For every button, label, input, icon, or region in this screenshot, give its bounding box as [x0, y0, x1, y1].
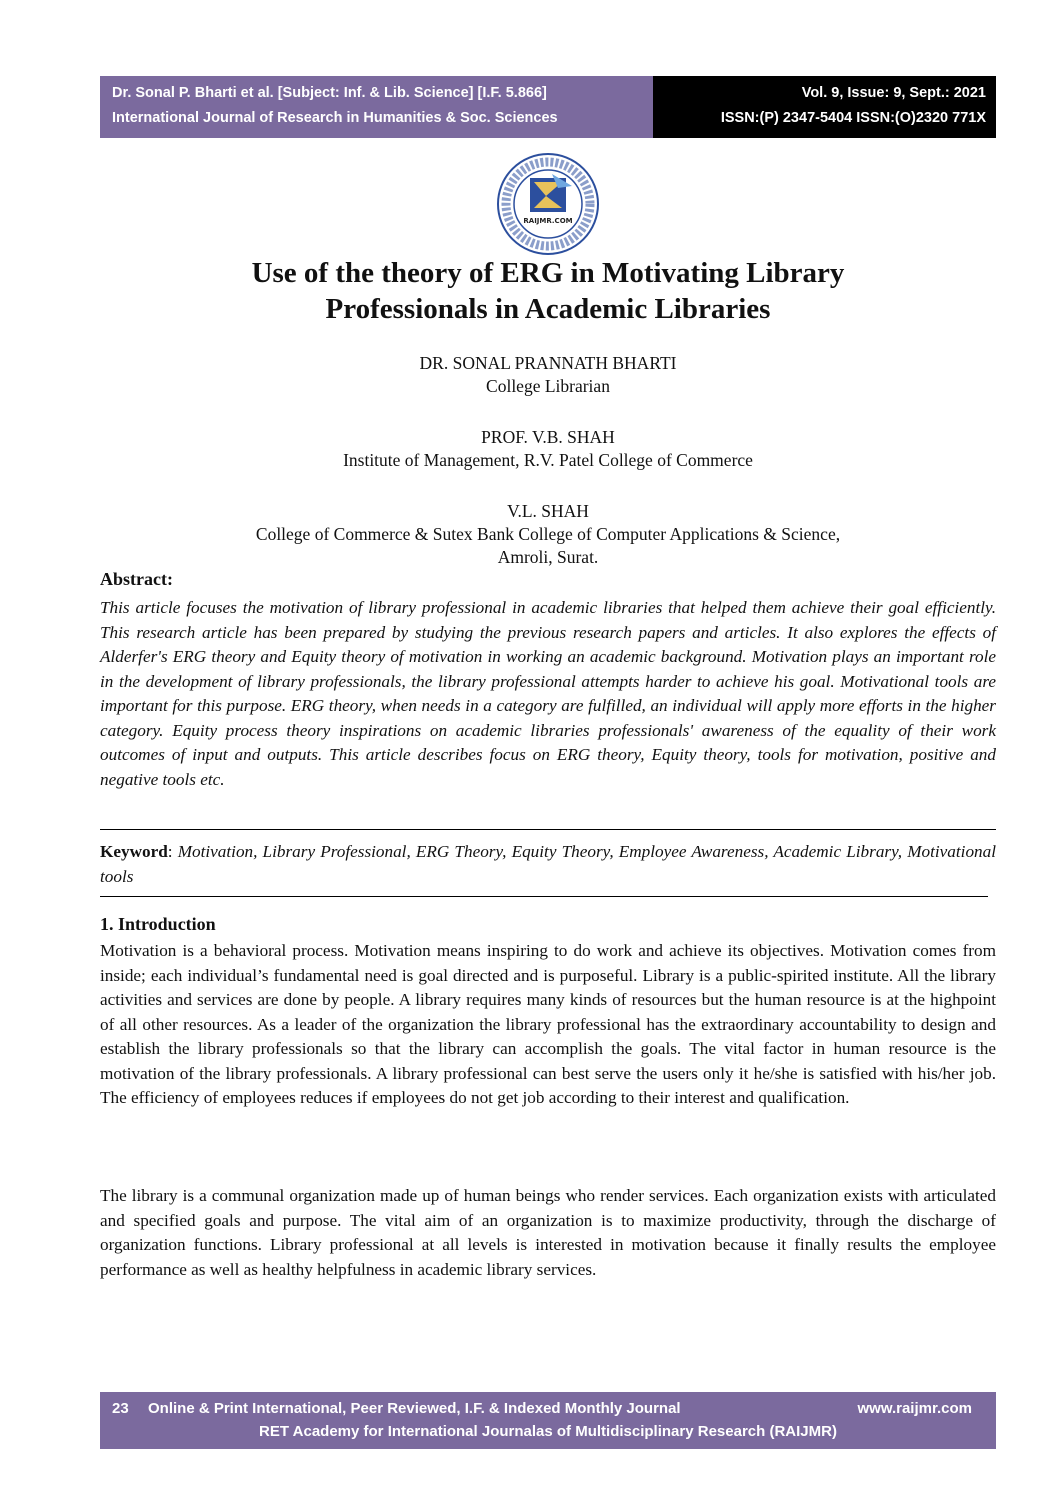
journal-header-left	[100, 76, 653, 138]
keywords-label: Keyword	[100, 842, 168, 861]
journal-header-right	[653, 76, 996, 138]
footer-publisher: RET Academy for International Journalas of Multidisciplinary Research (RAIJMR)	[259, 1423, 837, 1440]
paper-title	[100, 255, 996, 327]
author-name: V.L. SHAH	[507, 501, 589, 521]
abstract-text: This article focuses the motivation of library professional in academic libraries that helped them achieve their goal efficiently. This research article has been prepared by studying the previous research papers and articles. It also explores the effects of Alderfer's ERG theory and Equity theory of motivation in working an academic background. Motivation plays an important role in the development of library professionals, the library professional attempts harder to achieve his goal. Motivational tools are important for this purpose. ERG theory, when needs in a category are fulfilled, an individual will apply more efforts in the higher category. Equity process theory inspirations on academic libraries professionals' awareness of the equality of their work outcomes of input and outputs. This article describes focus on ERG theory, Equity theory, tools for motivation, positive and negative tools etc.	[100, 598, 996, 789]
header-issn: ISSN:(P) 2347-5404 ISSN:(O)2320 771X	[720, 110, 986, 126]
author-affiliation: College Librarian	[486, 376, 610, 396]
divider	[100, 896, 988, 897]
section-heading-introduction: 1. Introduction	[100, 914, 216, 934]
journal-footer	[100, 1392, 996, 1449]
page-number: 23	[112, 1400, 129, 1417]
author-block	[100, 352, 996, 569]
author-affiliation: Amroli, Surat.	[497, 547, 599, 567]
keywords: Keyword: Motivation, Library Professional, ERG Theory, Equity Theory, Employee Awareness, Academic Library, Motivational tools	[100, 842, 996, 886]
divider	[100, 829, 996, 830]
header-author-subject: Dr. Sonal P. Bharti et al. [Subject: Inf. & Lib. Science] [I.F. 5.866]	[112, 85, 547, 101]
header-volume-issue: Vol. 9, Issue: 9, Sept.: 2021	[801, 85, 986, 101]
abstract-heading: Abstract:	[100, 569, 173, 589]
author-affiliation: Institute of Management, R.V. Patel College of Commerce	[343, 450, 753, 470]
title-line-1: Use of the theory of ERG in Motivating Library	[251, 257, 845, 289]
author-name: PROF. V.B. SHAH	[481, 427, 615, 447]
header-journal-name: International Journal of Research in Humanities & Soc. Sciences	[112, 110, 558, 126]
footer-website-link[interactable]: www.raijmr.com	[857, 1400, 972, 1417]
logo-text: RAIJMR.COM	[523, 217, 573, 225]
introduction-paragraph: Motivation is a behavioral process. Motivation means inspiring to do work and achieve its objectives. Motivation comes from inside; each individual’s fundamental need is goal directed and is purposeful. Library is a public-spirited institute. All the library activities and services are done by people. A library requires many kinds of resources but the human resource is at the highpoint of all other resources. As a leader of the organization the library professional has the extraordinary accountability to design and establish the library professionals so that the library can accomplish the goals. The vital factor in human resource is the motivation of the library professionals. A library professional can best serve the users only it he/she is satisfied with his/her job. The efficiency of employees reduces if employees do not get job according to their interest and qualification.	[100, 941, 996, 1107]
title-line-2: Professionals in Academic Libraries	[325, 293, 771, 325]
keywords-text: Motivation, Library Professional, ERG Theory, Equity Theory, Employee Awareness, Academic Library, Motivational tools	[100, 842, 996, 886]
author-name: DR. SONAL PRANNATH BHARTI	[419, 353, 677, 373]
raijmr-seal-logo	[496, 152, 600, 256]
introduction-paragraph: The library is a communal organization made up of human beings who render services. Each organization exists with articulated and specified goals and purpose. The vital aim of an organization is to maximize productivity, through the discharge of organization functions. Library professional at all levels is interested in motivation because it finally results the employee performance as well as healthy helpfulness in academic library services.	[100, 1186, 996, 1279]
author-affiliation: College of Commerce & Sutex Bank College of Computer Applications & Science,	[255, 524, 841, 544]
footer-journal-type: Online & Print International, Peer Reviewed, I.F. & Indexed Monthly Journal	[148, 1400, 681, 1417]
